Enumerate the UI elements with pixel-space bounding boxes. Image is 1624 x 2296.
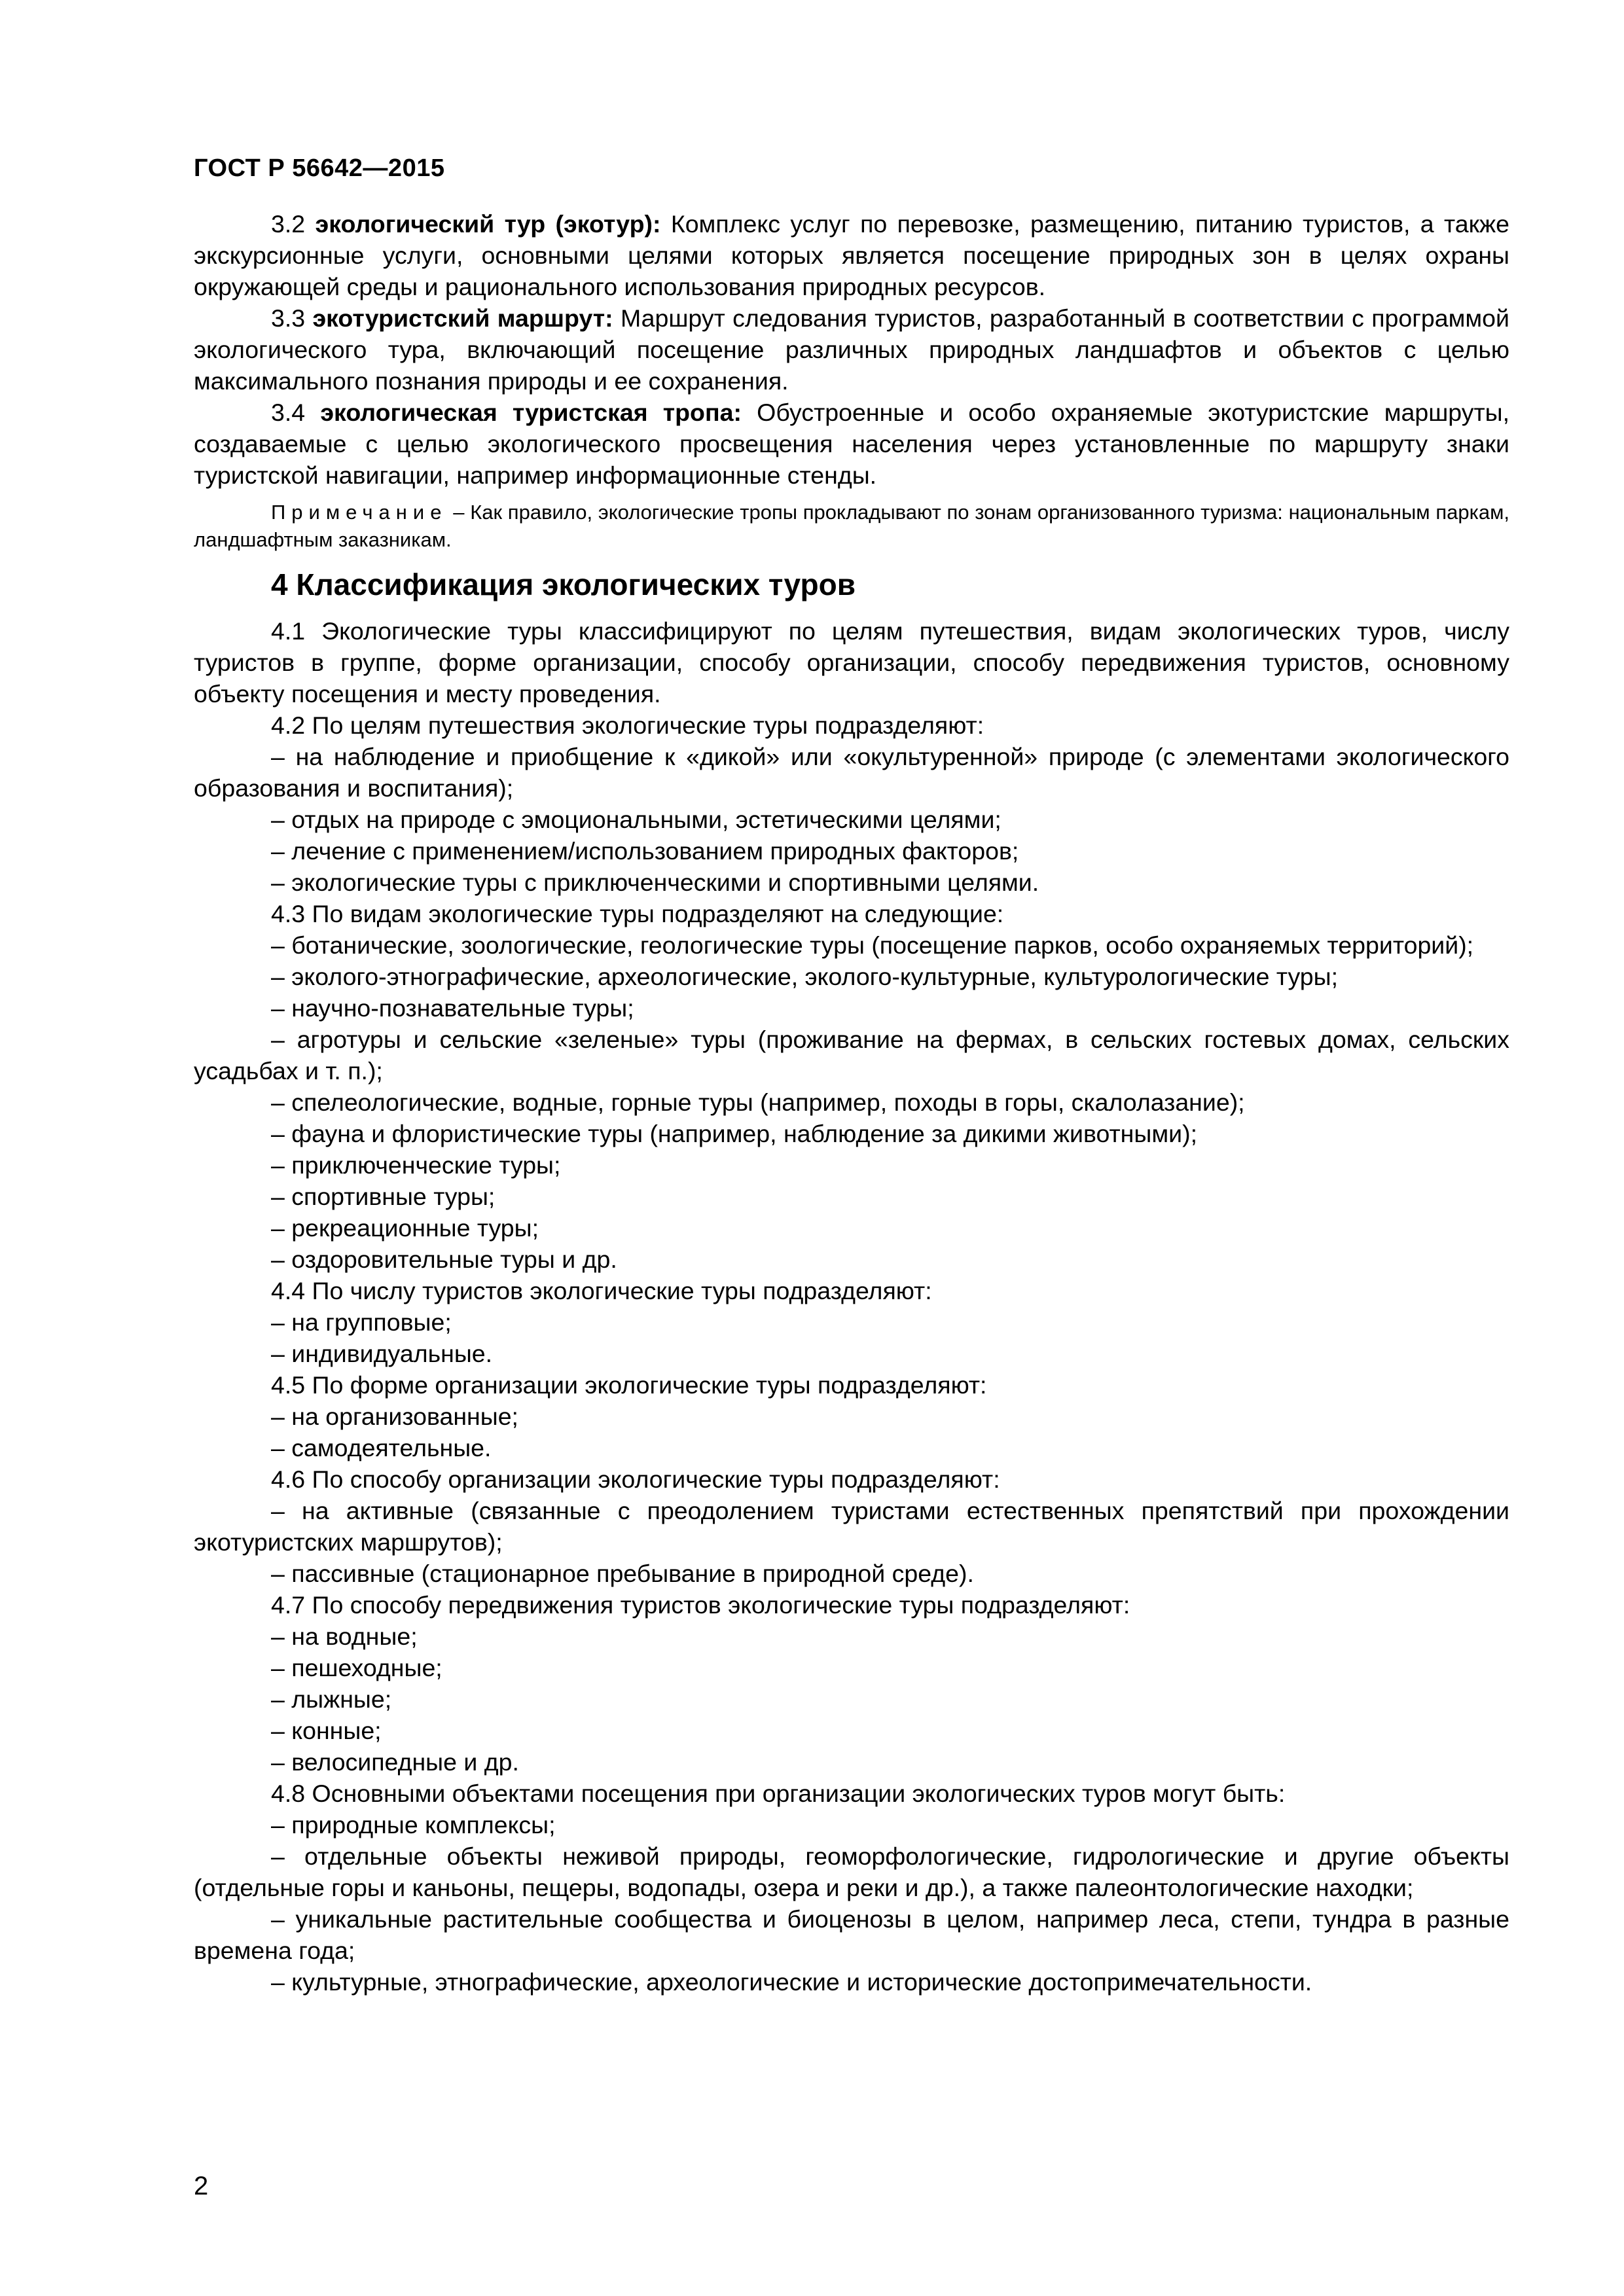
definition-number: 3.4 <box>271 399 306 426</box>
paragraph: 4.3 По видам экологические туры подразделяют на следующие: <box>271 900 1004 927</box>
document-header: ГОСТ Р 56642—2015 <box>194 154 445 182</box>
page-number: 2 <box>194 2172 209 2200</box>
list-item: – экологические туры с приключенческими и спортивными целями. <box>271 869 1039 896</box>
definition-number: 3.2 <box>271 210 306 238</box>
list-item: – рекреационные туры; <box>271 1214 539 1242</box>
list-item: – на групповые; <box>271 1308 452 1336</box>
list-item: – спелеологические, водные, горные туры (например, походы в горы, скалолазание); <box>271 1088 1245 1116</box>
definition-term: экологическая туристская тропа: <box>320 399 742 426</box>
list-item: – пешеходные; <box>271 1654 442 1681</box>
note <box>194 499 1509 554</box>
section-heading: 4 Классификация экологических туров <box>271 567 856 601</box>
list-item: – ботанические, зоологические, геологические туры (посещение парков, особо охраняемых территорий); <box>271 931 1474 959</box>
definition-3-2 <box>194 208 1509 302</box>
list-item: – агротуры и сельские «зеленые» туры (проживание на фермах, в сельских гостевых домах, сельских усадьбах и т. п.); <box>194 1026 1509 1085</box>
list-item: – научно-познавательные туры; <box>271 994 634 1022</box>
definition-3-4 <box>194 397 1509 491</box>
list-item: – фауна и флористические туры (например, наблюдение за дикими животными); <box>271 1120 1197 1147</box>
list-item: – отдельные объекты неживой природы, геоморфологические, гидрологические и другие объекты (отдельные горы и каньоны, пещеры, водопады, озера и реки и др.), а также палеонтологические находки; <box>194 1842 1509 1901</box>
list-item: – самодеятельные. <box>271 1434 492 1462</box>
list-item: – природные комплексы; <box>271 1811 556 1839</box>
list-item: – уникальные растительные сообщества и биоценозы в целом, например леса, степи, тундра в разные времена года; <box>194 1905 1509 1964</box>
list-item: – лыжные; <box>271 1685 392 1713</box>
definition-text: Маршрут следования туристов, разработанный в соответствии с программой экологического тура, включающий посещение различных природных ландшафтов и объектов с целью максимального познания природы и ее сохранения. <box>194 304 1509 395</box>
note-text: – Как правило, экологические тропы прокладывают по зонам организованного туризма: национальным паркам, ландшафтным заказникам. <box>194 501 1509 551</box>
list-item: – культурные, этнографические, археологические и исторические достопримечательности. <box>271 1968 1312 1996</box>
list-item: – конные; <box>271 1717 382 1744</box>
list-item: – на активные (связанные с преодолением туристами естественных препятствий при прохождении экотуристских маршрутов); <box>194 1497 1509 1556</box>
paragraph: 4.6 По способу организации экологические туры подразделяют: <box>271 1465 1000 1493</box>
paragraph: 4.5 По форме организации экологические туры подразделяют: <box>271 1371 987 1399</box>
definition-term: экотуристский маршрут: <box>312 304 613 332</box>
list-item: – пассивные (стационарное пребывание в природной среде). <box>271 1560 974 1587</box>
note-label: Примечание <box>271 501 448 524</box>
section-paragraphs <box>194 615 1509 1998</box>
list-item: – эколого-этнографические, археологические, эколого-культурные, культурологические туры; <box>271 963 1339 990</box>
document-body <box>194 208 1509 1998</box>
paragraph: 4.2 По целям путешествия экологические туры подразделяют: <box>271 711 984 739</box>
list-item: – оздоровительные туры и др. <box>271 1246 617 1273</box>
paragraph: 4.7 По способу передвижения туристов экологические туры подразделяют: <box>271 1591 1130 1619</box>
list-item: – на организованные; <box>271 1403 518 1430</box>
list-item: – велосипедные и др. <box>271 1748 519 1776</box>
list-item: – на водные; <box>271 1623 418 1650</box>
definition-3-3 <box>194 302 1509 397</box>
paragraph: 4.4 По числу туристов экологические туры подразделяют: <box>271 1277 932 1304</box>
definition-term: экологический тур (экотур): <box>315 210 661 238</box>
list-item: – приключенческие туры; <box>271 1151 561 1179</box>
list-item: – на наблюдение и приобщение к «дикой» или «окультуренной» природе (с элементами экологического образования и воспитания); <box>194 743 1509 802</box>
list-item: – отдых на природе с эмоциональными, эстетическими целями; <box>271 806 1001 833</box>
paragraph: 4.1 Экологические туры классифицируют по целям путешествия, видам экологических туров, числу туристов в группе, форме организации, способу организации, способу передвижения туристов, основному объекту посещения и месту проведения. <box>194 617 1509 708</box>
list-item: – спортивные туры; <box>271 1183 496 1210</box>
list-item: – лечение с применением/использованием природных факторов; <box>271 837 1019 865</box>
definition-text: Комплекс услуг по перевозке, размещению, питанию туристов, а также экскурсионные услуги, основными целями которых является посещение природных зон в целях охраны окружающей среды и рационального использования природных ресурсов. <box>194 210 1509 300</box>
definition-text: Обустроенные и особо охраняемые экотуристские маршруты, создаваемые с целью экологического просвещения населения через установленные по маршруту знаки туристской навигации, например информационные стенды. <box>194 399 1510 489</box>
definition-number: 3.3 <box>271 304 306 332</box>
list-item: – индивидуальные. <box>271 1340 493 1367</box>
paragraph: 4.8 Основными объектами посещения при организации экологических туров могут быть: <box>271 1780 1286 1807</box>
